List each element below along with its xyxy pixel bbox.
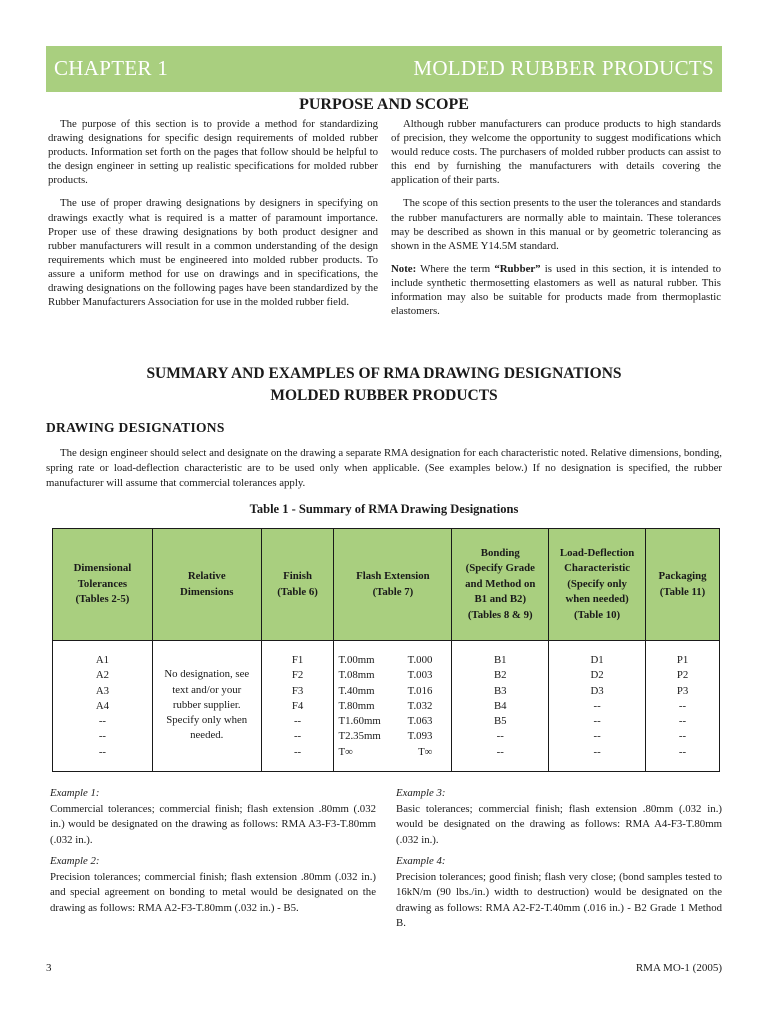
cell-value: --: [98, 730, 107, 743]
flash-in: T∞: [418, 745, 433, 758]
cell-value: --: [593, 745, 601, 758]
cell-value: --: [496, 745, 504, 758]
header-flash-extension: [334, 529, 452, 641]
purpose-heading: PURPOSE AND SCOPE: [299, 96, 469, 113]
cell-value: needed.: [190, 729, 224, 742]
cell-value: A1: [95, 654, 110, 666]
flash-line: [335, 714, 450, 729]
flash-mm: T.08mm: [338, 669, 375, 682]
header-line: when needed): [565, 593, 629, 606]
chapter-title: MOLDED RUBBER PRODUCTS: [413, 56, 714, 80]
example-4-title: Example 4:: [396, 855, 446, 867]
cell-flash: [334, 641, 452, 772]
header-packaging: [646, 529, 720, 641]
example-4: [396, 854, 722, 932]
header-line: Load-Deflection: [559, 546, 635, 559]
cell-load-deflection: [549, 641, 646, 772]
cell-value: P2: [676, 669, 689, 682]
cell-value: rubber supplier.: [172, 698, 241, 711]
note-post: is used in this section, it is intended to include synthetic thermosetting elastomers as well as natural rubber. This information may also be suitable for products made from thermoplastic elastomers.: [391, 262, 721, 318]
flash-mm: T.40mm: [338, 684, 375, 697]
header-line: (Tables 8 & 9): [467, 608, 533, 621]
header-line: Relative: [187, 570, 226, 582]
example-4-body: Precision tolerances; good finish; flash very close; (bond samples tested to 16kN/m (90 lbs./in.) width to destruction) would be designated on the drawing as follows: RMA A2-F2-T.40mm (.016 in.) - B2 Grade 1 Method B.: [396, 870, 722, 929]
cell-value: text and/or your: [172, 683, 242, 696]
example-2: [50, 854, 376, 916]
cell-value: A4: [95, 699, 110, 712]
flash-line: [335, 745, 450, 760]
header-line: (Table 10): [574, 608, 621, 621]
flash-in: T.003: [407, 669, 433, 682]
page-number: 3: [46, 962, 52, 974]
summary-heading-line-2: MOLDED RUBBER PRODUCTS: [270, 387, 498, 404]
cell-relative: [152, 641, 261, 772]
flash-line: [335, 668, 450, 683]
purpose-left-column: [48, 117, 378, 318]
cell-value: --: [593, 730, 601, 743]
example-1-title: Example 1:: [50, 787, 100, 799]
chapter-banner: [46, 46, 722, 92]
example-2-title: Example 2:: [50, 855, 100, 867]
header-line: Bonding: [480, 546, 520, 559]
table-row: [53, 641, 720, 772]
flash-in: T.093: [407, 730, 433, 743]
cell-value: B2: [493, 669, 507, 682]
cell-value: --: [678, 730, 687, 743]
cell-value: --: [593, 699, 601, 712]
cell-value: No designation, see: [164, 668, 250, 681]
cell-value: --: [678, 745, 687, 758]
cell-value: F2: [291, 669, 304, 682]
flash-line: [335, 699, 450, 714]
cell-dimensional: [53, 641, 153, 772]
cell-value: --: [593, 715, 601, 728]
flash-in: T.000: [407, 654, 433, 666]
header-line: Tolerances: [77, 577, 128, 590]
cell-value: F3: [291, 684, 304, 697]
example-1: [50, 786, 376, 848]
cell-bonding: [452, 641, 549, 772]
flash-line: [335, 729, 450, 744]
cell-value: F1: [291, 654, 304, 666]
flash-mm: T.00mm: [338, 654, 375, 666]
example-1-body: Commercial tolerances; commercial finish; flash extension .80mm (.032 in.) would be designated on the drawing as follows: RMA A3-F3-T.80mm (.032 in.).: [50, 802, 376, 846]
summary-heading: [0, 363, 768, 407]
cell-value: D2: [590, 669, 604, 682]
header-line: (Tables 2-5): [75, 593, 130, 606]
flash-in: T.032: [407, 699, 433, 712]
example-3-body: Basic tolerances; commercial finish; flash extension .80mm (.032 in.) would be designated on the drawing as follows: RMA A4-F3-T.80mm (.032 in.).: [396, 802, 722, 846]
examples-right-column: [396, 786, 722, 938]
purpose-paragraph-2: The use of proper drawing designations by designers in specifying on drawings exactly what is required is a matter of paramount importance. Proper use of these drawing designations by both product designer and rubber manufacturers will result in a common understanding of the design requirements which must be engineered into molded rubber products. To assure a uniform method for use on drawings and in specifications, the drawing designations on the following pages have been standardized by the Rubber Manufacturers Association for use in the molded rubber field.: [48, 197, 378, 309]
header-dimensional-tolerances: [53, 529, 153, 641]
note-pre: Where the term: [416, 262, 495, 275]
cell-value: --: [293, 745, 302, 758]
flash-mm: T2.35mm: [338, 730, 381, 743]
cell-value: P1: [676, 654, 689, 666]
table-title: Table 1 - Summary of RMA Drawing Designations: [249, 502, 519, 516]
cell-packaging: [646, 641, 720, 772]
header-line: and Method on: [465, 577, 536, 590]
example-3: [396, 786, 722, 848]
cell-value: A2: [95, 669, 110, 682]
header-line: Dimensional: [73, 562, 132, 575]
flash-in: T.063: [407, 715, 433, 728]
header-line: (Table 11): [659, 585, 706, 598]
drawing-designations-heading: DRAWING DESIGNATIONS: [46, 420, 225, 435]
header-line: Characteristic: [564, 562, 631, 575]
purpose-paragraph-3: Although rubber manufacturers can produce products to high standards of precision, they welcome the opportunity to suggest modifications which would reduce costs. The purchasers of molded rubber products can assist to this end by furnishing the manufacturers with details covering the application of their parts.: [391, 118, 721, 187]
cell-value: P3: [676, 684, 689, 697]
flash-mm: T1.60mm: [338, 715, 381, 728]
header-line: B1 and B2): [474, 593, 527, 606]
table-header-row: [53, 529, 720, 641]
header-line: (Specify Grade: [465, 562, 535, 575]
cell-value: --: [98, 745, 107, 758]
examples-left-column: [50, 786, 376, 922]
cell-value: D3: [590, 684, 604, 697]
example-3-title: Example 3:: [396, 787, 446, 799]
flash-line: [335, 653, 450, 668]
note-term: “Rubber”: [494, 262, 541, 275]
cell-value: --: [678, 715, 687, 728]
header-line: (Table 7): [372, 585, 414, 598]
header-line: Dimensions: [180, 585, 234, 598]
document-reference: RMA MO-1 (2005): [635, 962, 722, 974]
header-line: Finish: [283, 570, 312, 582]
cell-value: B1: [493, 654, 507, 666]
example-2-body: Precision tolerances; commercial finish; flash extension .80mm (.032 in.) and special agreement on bonding to metal would be designated on the drawing as follows: RMA A2-F3-T.80mm (.032 in.) - B5.: [50, 870, 376, 914]
header-line: (Table 6): [277, 585, 318, 598]
cell-value: D1: [590, 654, 604, 666]
drawing-designations-paragraph: The design engineer should select and designate on the drawing a separate RMA designation for each characteristic noted. Relative dimensions, bonding, spring rate or load-deflection characteristic are to be used only when applicable. (See examples below.) If no designation is specified, the rubber manufacturer will assume that commercial tolerances apply.: [46, 447, 722, 489]
cell-value: --: [293, 715, 302, 728]
cell-value: --: [293, 730, 302, 743]
header-line: Flash Extension: [356, 570, 430, 582]
chapter-label: CHAPTER 1: [54, 56, 169, 80]
cell-value: B4: [493, 699, 507, 712]
cell-value: B3: [493, 684, 507, 697]
cell-value: --: [678, 699, 687, 712]
header-line: (Specify only: [567, 577, 627, 590]
note-paragraph: [391, 262, 721, 318]
flash-line: [335, 684, 450, 699]
purpose-right-column: [391, 117, 721, 327]
cell-value: B5: [493, 715, 507, 728]
cell-value: --: [98, 715, 107, 728]
summary-heading-line-1: SUMMARY AND EXAMPLES OF RMA DRAWING DESIGNATIONS: [146, 365, 622, 382]
cell-finish: [261, 641, 334, 772]
note-label: Note:: [391, 262, 417, 275]
flash-mm: T.80mm: [338, 699, 375, 712]
cell-value: Specify only when: [166, 714, 248, 727]
cell-value: F4: [291, 699, 304, 712]
flash-mm: T∞: [338, 745, 353, 758]
flash-in: T.016: [407, 684, 433, 697]
header-relative-dimensions: [152, 529, 261, 641]
header-finish: [261, 529, 334, 641]
header-line: Packaging: [658, 570, 707, 582]
cell-value: --: [496, 730, 504, 743]
purpose-paragraph-1: The purpose of this section is to provide a method for standardizing drawing designations for specific design requirements of molded rubber products. Information set forth on the pages that follow should be helpful to the design engineer in setting up realistic specifications for molded rubber products.: [48, 118, 378, 187]
purpose-paragraph-4: The scope of this section presents to the user the tolerances and standards the rubber manufacturers are normally able to maintain. These tolerances may be described as shown in this manual or by geometric tolerancing as shown in the ASME Y14.5M standard.: [391, 197, 721, 252]
rma-designations-table: [52, 528, 720, 772]
cell-value: A3: [95, 684, 110, 697]
header-bonding: [452, 529, 549, 641]
header-load-deflection: [549, 529, 646, 641]
